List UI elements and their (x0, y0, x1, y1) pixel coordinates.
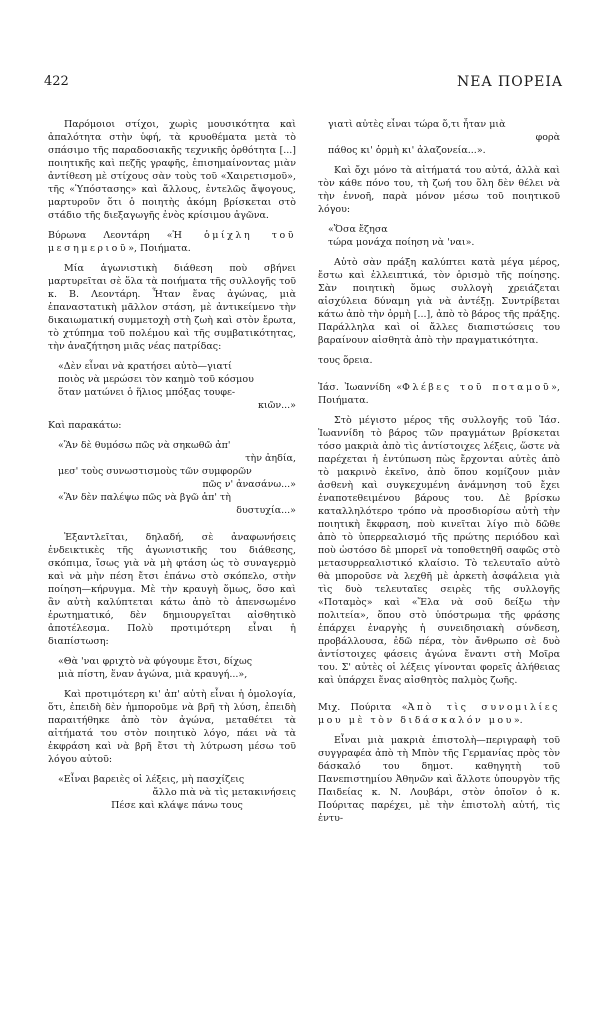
paragraph: Καὶ παρακάτω: (48, 420, 122, 431)
reference-suffix: », Ποιήματα. (128, 243, 191, 254)
poem-quote (58, 773, 296, 812)
quote-line: ἄλλο πιὰ νὰ τὶς μετακινήσεις (152, 787, 296, 798)
reference-author: Μιχ. Πούριτα « (318, 702, 408, 713)
paragraph: Καὶ προτιμότερη κι' ἀπ' αὐτὴ εἶναι ἡ ὁμολογία, ὅτι, ἐπειδὴ δὲν ἠμποροῦμε νὰ βρῆ τὴ λύση, ἐπειδὴ παραιτήθηκε ἀπὸ τὸν ἀγώνα, μεταθέτει τὰ αἰτήματά του στὸν ποιητικὸ λόγο, πάει νὰ τὰ ἐκφράση καὶ νὰ βρῆ ἔτσι τὴ λύτρωση μέσω τοῦ λόγου αὐτοῦ: (48, 689, 296, 765)
quote-line: μιὰ πίστη, ἕναν ἀγώνα, μιὰ κραυγή...», (58, 669, 248, 680)
quote-line: πῶς ν' ἀνασάνω...» (202, 479, 296, 490)
reference-author: Ἰάσ. Ἰωαννίδη « (318, 382, 403, 393)
quote-line: ὅταν ματώνει ὁ ἥλιος μπόξας τουφε- (58, 387, 236, 398)
quote-line: «Ὅσα ἔζησα (328, 224, 388, 235)
quote-line: δυστυχία...» (236, 505, 296, 516)
quote-line: Πέσε καὶ κλάψε πάνω τους (111, 800, 243, 811)
book-reference (48, 229, 296, 255)
paragraph: Ἐξαντλεῖται, δηλαδή, σὲ ἀναφωνήσεις ἐνδεικτικὲς τῆς ἀγωνιστικῆς του διάθεσης, σκόπιμα, ἴσως γιὰ νὰ μὴ φτάση ὡς τὸ συναγερμὸ καὶ νὰ μὴν πέση ἔτσι ἐπάνω στὸ σκόπελο, στὴν ποίηση—κήρυγμα. Μὲ τὴν κραυγὴ ὅμως, ὅσο καὶ ἂν αὐτὴ καλύπτεται κάτω ἀπὸ τὸ ἀπενσωμένο ἐρωτηματικό, δὲν δημιουργεῖται αἰσθητικὸ ἀποτέλεσμα. Πολὺ προτιμότερη εἶναι ἡ διαπίστωση: (48, 532, 296, 647)
paragraph: τους ὅρεια. (318, 355, 373, 366)
paragraph: Παρόμοιοι στίχοι, χωρὶς μουσικότητα καὶ ἀπαλότητα στὴν ὑφή, τὰ κρυοθέματα μετὰ τὸ σπάσιμο τῆς παραδοσιακῆς τεχνικῆς ὀρθότητα [...] ποιητικῆς καὶ πεζῆς γραφῆς, ἐπισημαίνοντας μιὰν ἀντίθεση μὲ στίχους σὰν τοὺς τοῦ «Χαιρετισμοῦ», τῆς «Ὑπόστασης» καὶ ἄλλους, ἐντελῶς ἄψογους, μαρτυροῦν ὅτι ὁ ποιητὴς ἀκόμη βρίσκεται στὸ στάδιο τῆς διεξαγωγῆς ἑνὸς κρίσιμου ἀγῶνα. (48, 119, 296, 221)
quote-line: τώρα μονάχα ποίηση νὰ 'ναι». (328, 237, 475, 248)
quote-line: τὴν ἀηδία, (245, 453, 296, 464)
reference-author: Βύρωνα Λεοντάρη « (48, 230, 173, 241)
journal-title: ΝΕΑ ΠΟΡΕΙΑ (457, 74, 563, 90)
reference-title: Ἀπὸ τὶς συνομιλίες μου μὲ τὸν διδάσκαλόν μου (318, 702, 560, 726)
quote-line: γιατὶ αὐτὲς εἶναι τώρα ὅ,τι ἦταν μιὰ (328, 119, 506, 130)
paragraph: Στὸ μέγιστο μέρος τῆς συλλογῆς τοῦ Ἰάσ. Ἰωαννίδη τὸ βάρος τῶν πραγμάτων βρίσκεται τόσο μακριὰ ἀπὸ τὶς ἀντίστοιχες λέξεις, ὥστε νὰ παρέχεται ἡ ἐντύπωση πὼς ἔρχονται αὐτὲς ἀπὸ τὸ μακρινὸ ἐκεῖνο, ἀπὸ ὅπου κομίζουν μιὰν ἀσθενὴ καὶ συγκεχυμένη ἀνάμνηση τοῦ ἔχει ἐναποτεθειμένου βάρους του. Δὲ βρίσκω καταλληλότερο τρόπο νὰ προσδιορίσω αὐτὴ τὴν ποιητικὴ ἔκφραση, ποὺ κινεῖται λίγο πιὸ δῶθε ἀπὸ τὸ ὑπερρεαλισμό τῆς πρώτης περιόδου καὶ ποὺ ὡστόσο δὲ μπορεῖ νὰ τοποθετηθῆ σαφῶς στὸ μετασυρρεαλιστικό κλαίσιο. Τὸ τελευταῖο αὐτὸ θὰ μποροῦσε νὰ λεχθῆ μὲ ἀρκετὴ ἀσφάλεια γιὰ τὶς δυὸ τελευταῖες σειρὲς τῆς συλλογῆς «Ποταμὸς» καὶ «Ἔλα νὰ σοῦ δείξω τὴν πολιτεία», ὅπου στὸ ὑπόστρωμα τῆς φράσης ἐπάρχει ἐναργὴς ἡ συνειδησιακὴ σύνδεση, προβάλλουσα, ἐδῶ πέρα, τὸν ἄνθρωπο σὲ δυὸ ἀντίστοιχες φάσεις ἀγώνα ἔναντι στὴ Μοῖρα του. Σ' αὐτὲς οἱ λέξεις γίνονται φορεῖς ἀλήθειας καὶ ὑπάρχει ἕνας αἰσθητὸς παλμὸς ζωῆς. (318, 415, 560, 686)
paragraph: Μία ἀγωνιστικὴ διάθεση ποὺ σβήνει μαρτυρεῖται σὲ ὅλα τὰ ποιήματα τῆς συλλογῆς τοῦ κ. Β. Λεοντάρη. Ἦταν ἕνας ἀγώνας, μιὰ ἐπαναστατικὴ μᾶλλον στάση, μὲ ἀντικείμενο τὴν δικαιωματική συμμετοχὴ στὴ ζωὴ καὶ στὸν ἔρωτα, τὸ χτύπημα τοῦ πολέμου καὶ τῆς συμβατικότητας, τὴν ἀναζήτηση μιᾶς νέας πατρίδας: (48, 263, 296, 352)
book-reference (318, 381, 560, 407)
quote-line: μεσ' τοὺς συνωστισμοὺς τῶν συμφορῶν (58, 466, 252, 477)
quote-line: «Εἶναι βαρειὲς οἱ λέξεις, μὴ πασχίζεις (58, 774, 245, 785)
paragraph: Εἶναι μιὰ μακριὰ ἐπιστολὴ—περιγραφὴ τοῦ συγγραφέα ἀπὸ τὴ Μπὸν τῆς Γερμανίας πρὸς τὸν δάσκαλό του δημοτ. καθηγητὴ τοῦ Πανεπιστημίου Ἀθηνῶν καὶ ἄλλοτε ὑπουργὸν τῆς Παιδείας κ. Ν. Λουβάρι, στὸν ὁποῖον ὁ κ. Πούριτας παρέχει, μὲ τὴν ἐπιστολὴ αὐτή, τὶς ἐντυ- (318, 735, 560, 824)
right-column (318, 118, 560, 1013)
paragraph: Καὶ ὄχι μόνο τὰ αἰτήματά του αὐτά, ἀλλὰ καὶ τὸν κάθε πόνο του, τὴ ζωή του ὅλη δὲν θέλει νὰ τὴν ἐννοῆ, παρὰ μόνον μέσω τοῦ ποιητικοῦ λόγου: (318, 165, 560, 215)
poem-quote (328, 223, 560, 249)
poem-quote (58, 439, 296, 517)
reference-title: Ἡ ὁμίχλη τοῦ μεσημεριοῦ (48, 230, 296, 254)
page-number: 422 (44, 74, 69, 89)
quote-line: φορὰ (535, 132, 560, 143)
quote-line: πάθος κι' ὁρμὴ κι' ἀλαζονεία...». (328, 145, 486, 156)
page-header (44, 74, 563, 94)
poem-quote (328, 118, 560, 157)
quote-line: ποιὸς νὰ μερώσει τὸν καημὸ τοῦ κόσμου (58, 374, 254, 385)
poem-quote (58, 360, 296, 412)
poem-quote (58, 655, 296, 681)
book-reference (318, 701, 560, 727)
quote-line: κιῶν...» (257, 400, 296, 411)
quote-line: «Ἂν δὲν παλέψω πῶς νὰ βγῶ ἀπ' τὴ (58, 492, 232, 503)
quote-line: «Δὲν εἶναι νὰ κρατήσει αὐτὸ—γιατί (58, 361, 232, 372)
left-column (48, 118, 296, 1013)
reference-suffix: », Ποιήματα. (318, 382, 560, 406)
reference-suffix: ». (513, 715, 523, 726)
paragraph: Αὐτὸ σὰν πράξη καλύπτει κατὰ μέγα μέρος, ἔστω καὶ ἐλλειπτικά, τὸν ὁρισμὸ τῆς ποίησης. Σὰν ποιητικὴ ὅμως συλλογὴ χρειάζεται αἰσχύλεια δύναμη γιὰ νὰ ἀντέξῃ. Συντρίβεται κάτω ἀπὸ τὴν ὁρμὴ [...], ἀπὸ τὸ βάρος τῆς πράξης. Παράλληλα καὶ οἱ ἄλλες διαπιστώσεις του βαραίνουν αἰσθητὰ ἀπὸ τὴν πραγματικότητα. (318, 257, 560, 346)
reference-title: Φλέβες τοῦ ποταμοῦ (402, 382, 552, 393)
quote-line: «Θὰ 'ναι φριχτὸ νὰ φύγουμε ἔτσι, δίχως (58, 656, 253, 667)
quote-line: «Ἂν δὲ θυμόσω πῶς νὰ σηκωθῶ ἀπ' (58, 440, 231, 451)
